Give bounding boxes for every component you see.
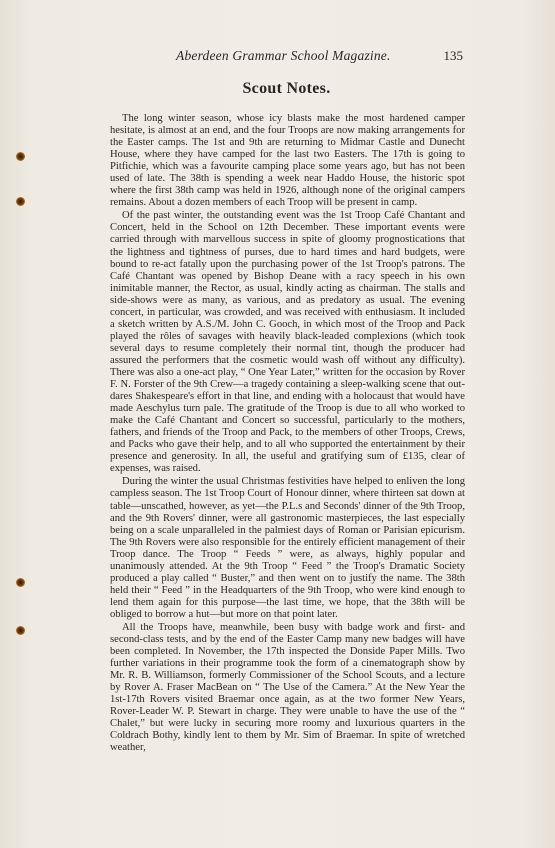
article-title: Scout Notes. — [242, 80, 331, 97]
running-header — [110, 48, 463, 66]
binding-hole — [16, 578, 25, 587]
binding-hole — [16, 197, 25, 206]
paragraph: The long winter season, whose icy blasts make the most hardened camper hesitate, is almost at an end, and the four Troops are now making arrangements for the Easter camps. The 1st and 9th are returning to Midmar Castle and Dunecht House, where they have camped for the last two Easters. The 17th is going to Pitfichie, which was a favourite camping place some years ago, but has not been used of late. The 38th is spending a week near Haddo House, the historic spot where the first 38th camp was held in 1926, although none of the original campers remains. About a dozen members of each Troop will be present in camp. — [110, 113, 465, 209]
article-body — [110, 113, 465, 754]
paragraph: All the Troops have, meanwhile, been busy with badge work and first- and second-class tests, and by the end of the Easter Camp many new badges will have been completed. In November, the 17th inspected the Donside Paper Mills. Two further variations in their programme took the form of a cinematograph show by Mr. R. B. Williamson, formerly Commissioner of the School Scouts, and a lecture by Rover A. Fraser MacBean on “ The Use of the Camera.” At the New Year the 1st-17th Rovers visited Braemar once again, as at the two former New Years, Rover-Leader W. P. Stewart in charge. They were unable to have the use of the “ Chalet,” but were lucky in securing more roomy and luxurious quarters in the Coldrach Bothy, kindly lent to them by Mr. Sim of Braemar. In spite of wretched weather, — [110, 621, 465, 754]
binding-hole — [16, 626, 25, 635]
journal-title: Aberdeen Grammar School Magazine. — [176, 48, 391, 63]
paragraph: Of the past winter, the outstanding event was the 1st Troop Café Chantant and Concert, held in the School on 12th December. These important events were carried through with marvellous success in spite of gloomy prognostications that the lightness and tightness of purses, due to hard times and hard budgets, were bound to re-act fatally upon the purchasing power of the 1st Troop's patrons. The Café Chantant was opened by Bishop Deane with a racy speech in his own inimitable manner, the Rector, as usual, kindly acting as chairman. The stalls and side-shows were as many, as various, and as predatory as usual. The evening concert, in particular, was crowded, and was received with enthusiasm. It included a sketch written by A.S./M. John C. Gooch, in which most of the Troop and Pack played the rôles of savages with heavily black-leaded complexions (which took several days to resume completely their normal tint, though the producer had assured the performers that the cosmetic would wash off without any difficulty). There was also a one-act play, “ One Year Later,” written for the occasion by Rover F. N. Forster of the 9th Crew—a tragedy containing a sleep-walking scene that out-dares Shakespeare's effort in that line, and ending with a holocaust that would have made Aeschylus turn pale. The gratitude of the Troop is due to all who worked to make the Café Chantant and Concert so successful, particularly to the mothers, fathers, and friends of the Troop and Pack, to the members of other Troops, Crews, and Packs who gave their help, and to all who supported the entertainment by their presence and generosity. In all, the useful and gratifying sum of £135, clear of expenses, was raised. — [110, 210, 465, 475]
binding-hole — [16, 152, 25, 161]
paragraph: During the winter the usual Christmas festivities have helped to enliven the long campless season. The 1st Troop Court of Honour dinner, where thirteen sat down at table—unscathed, however, as yet—the P.L.s and Seconds' dinner of the 9th Troop, and the 9th Rovers' dinner, were all gastronomic masterpieces, the last especially being on a scale unparalleled in the palmiest days of Roman or Parisian epicurism. The 9th Rovers were also responsible for the entirely efficient management of their Troop dance. The Troop “ Feeds ” were, as always, highly popular and unanimously attended. At the 9th Troop “ Feed ” the Troop's Dramatic Society produced a play called “ Buster,” and then went on to justify the name. The 38th held their “ Feed ” in the Headquarters of the 9th Troop, who were kind enough to lend them again for this purpose—the last time, we hope, that the 38th will be obliged to borrow a hut—but more on that point later. — [110, 476, 465, 620]
page-number: 135 — [443, 48, 463, 63]
